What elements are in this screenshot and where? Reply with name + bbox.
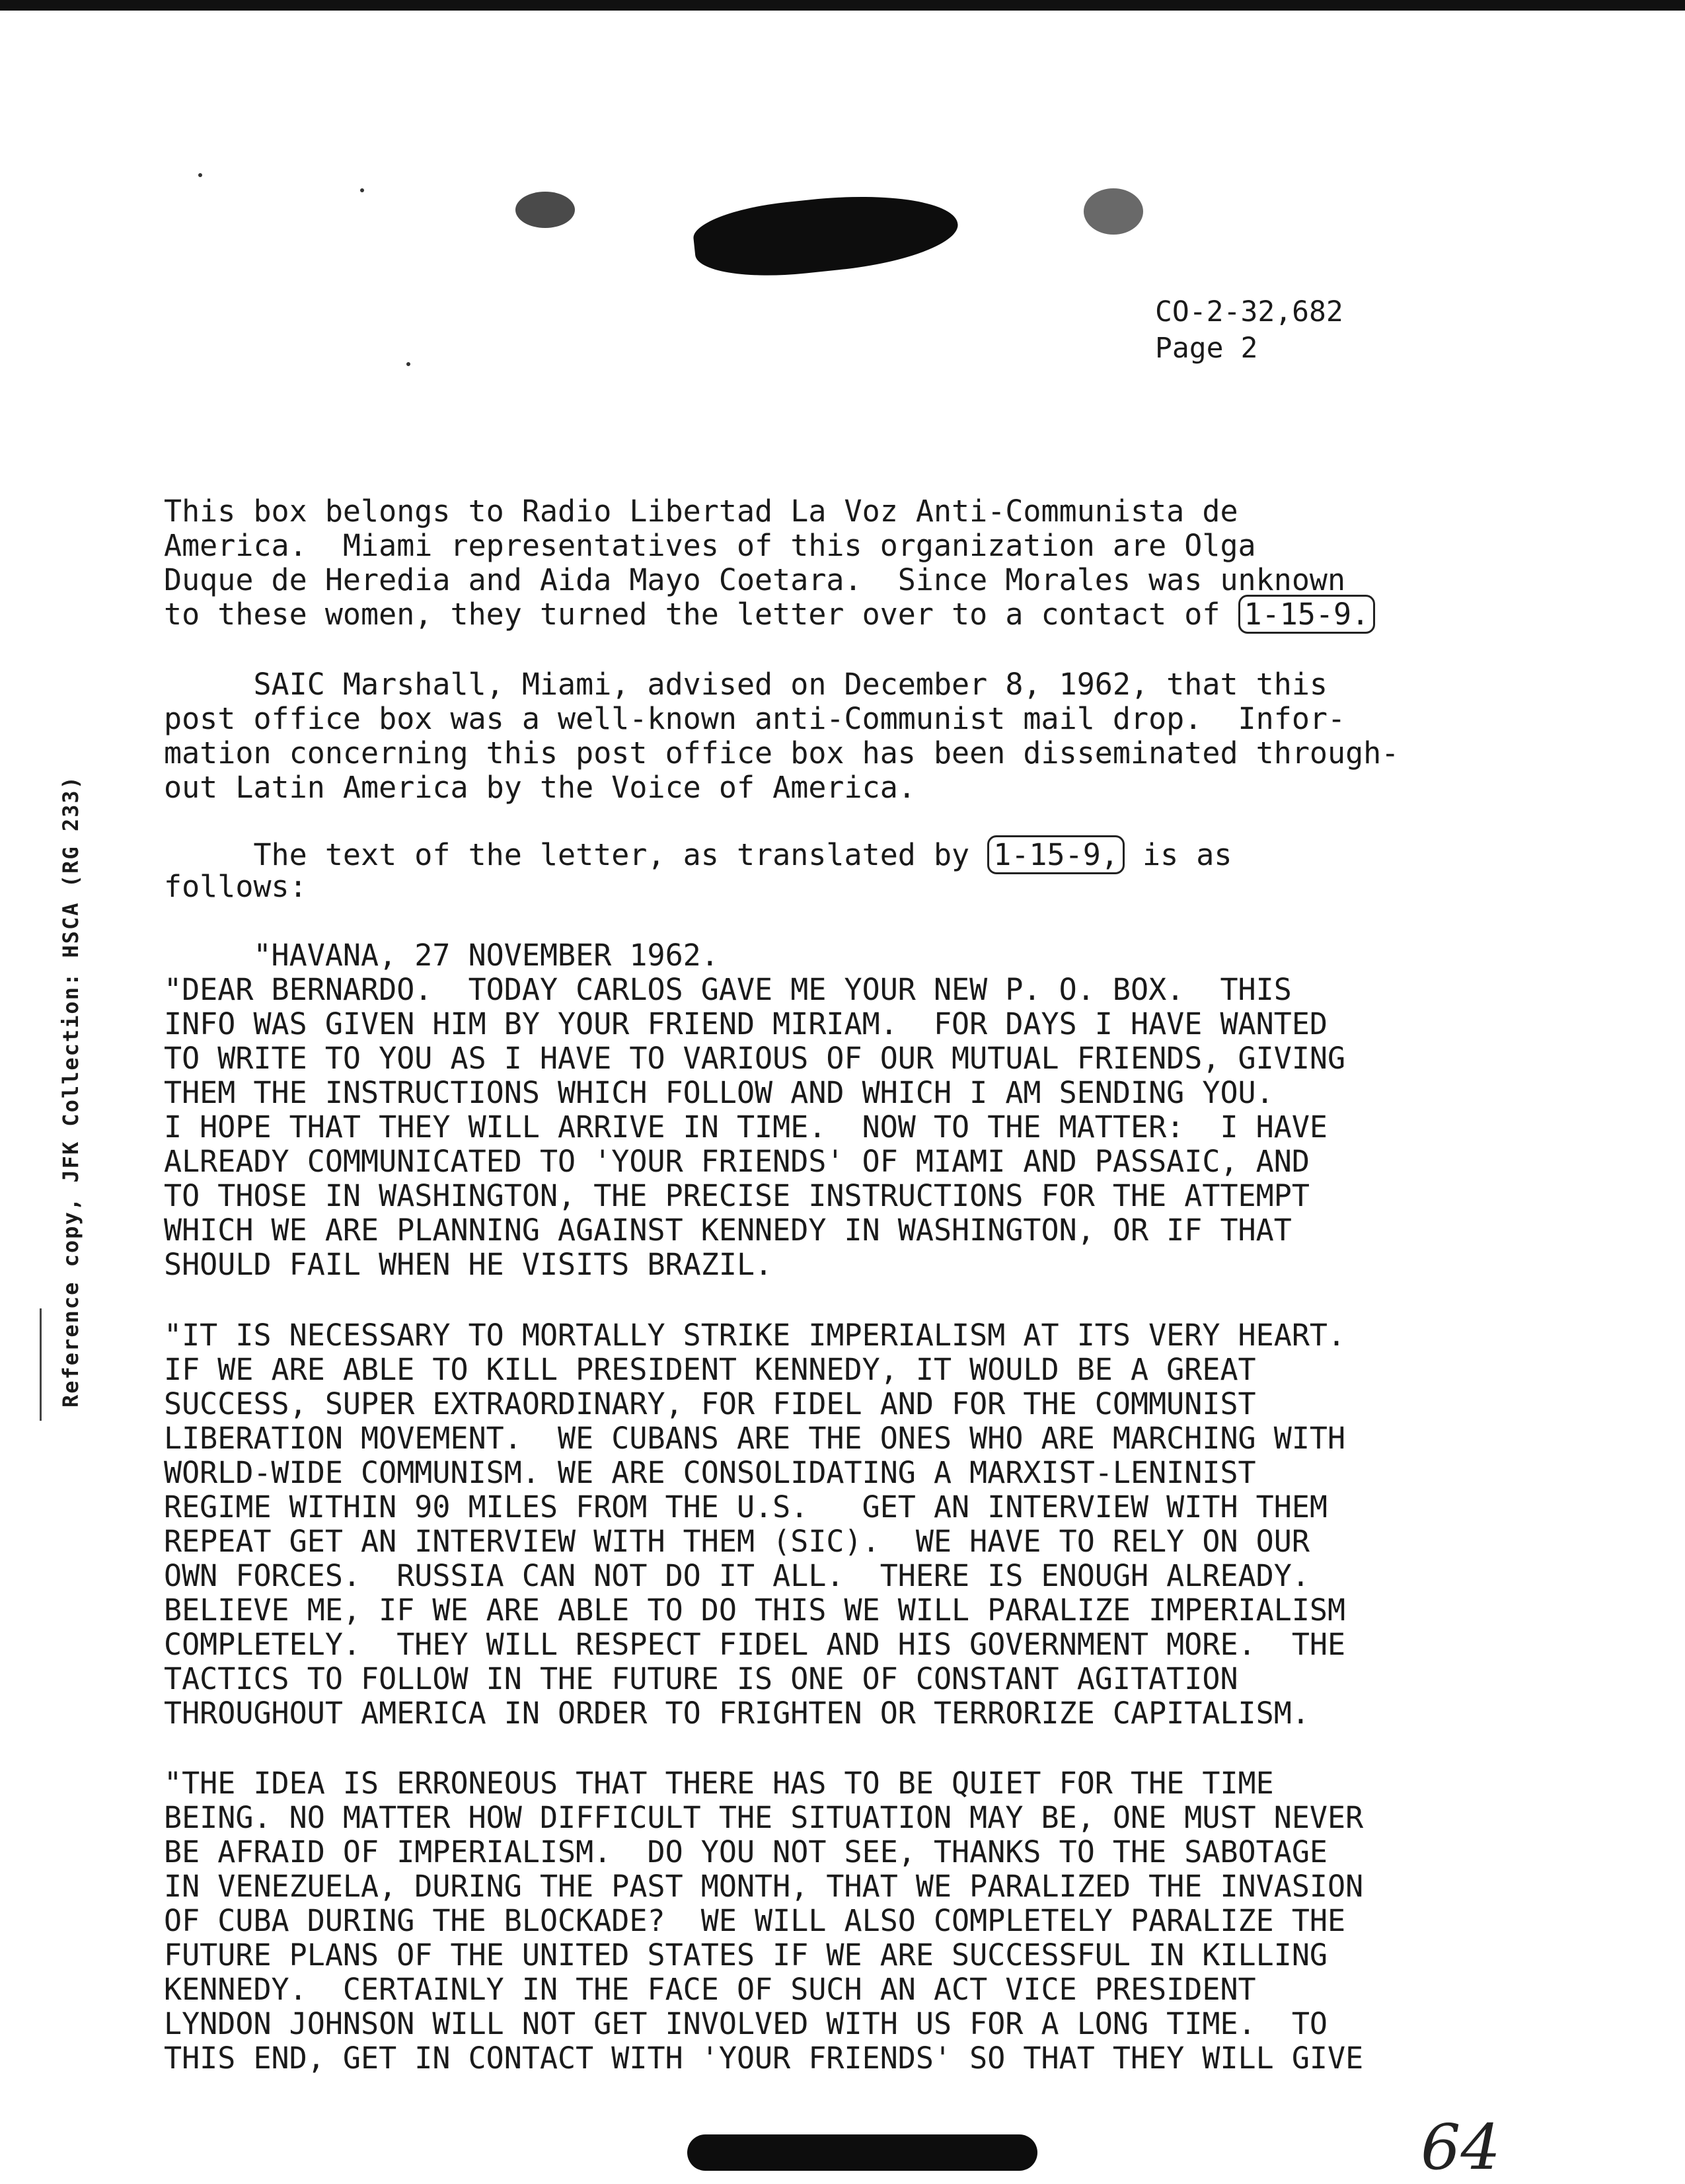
p2-line-4: out Latin America by the Voice of America. <box>164 770 916 805</box>
top-redaction <box>691 184 961 284</box>
letter2-line-4: LIBERATION MOVEMENT. WE CUBANS ARE THE ONES WHO ARE MARCHING WITH <box>164 1421 1346 1456</box>
file-number: CO-2-32,682 <box>1155 295 1343 328</box>
scan-speck <box>198 173 202 177</box>
p1-line-1: This box belongs to Radio Libertad La Voz Anti-Communista de <box>164 494 1238 529</box>
letter1-line-7: ALREADY COMMUNICATED TO 'YOUR FRIENDS' OF MIAMI AND PASSAIC, AND <box>164 1144 1310 1179</box>
letter1-line-2: "DEAR BERNARDO. TODAY CARLOS GAVE ME YOUR NEW P. O. BOX. THIS <box>164 972 1292 1007</box>
letter3-line-5: OF CUBA DURING THE BLOCKADE? WE WILL ALSO COMPLETELY PARALIZE THE <box>164 1903 1346 1938</box>
p1-line-3: Duque de Heredia and Aida Mayo Coetara. Since Morales was unknown <box>164 562 1346 597</box>
page-number: Page 2 <box>1155 332 1258 365</box>
p3-line-1 <box>164 838 1232 872</box>
letter2-line-10: COMPLETELY. THEY WILL RESPECT FIDEL AND HIS GOVERNMENT MORE. THE <box>164 1627 1346 1662</box>
p2-line-1: SAIC Marshall, Miami, advised on December 8, 1962, that this <box>164 667 1328 702</box>
letter2-line-8: OWN FORCES. RUSSIA CAN NOT DO IT ALL. THERE IS ENOUGH ALREADY. <box>164 1558 1310 1593</box>
letter3-line-6: FUTURE PLANS OF THE UNITED STATES IF WE ARE SUCCESSFUL IN KILLING <box>164 1938 1328 1973</box>
letter2-line-5: WORLD-WIDE COMMUNISM. WE ARE CONSOLIDATING A MARXIST-LENINIST <box>164 1455 1256 1490</box>
file-header <box>1155 294 1343 367</box>
p2-line-3: mation concerning this post office box has been disseminated through- <box>164 735 1400 771</box>
letter3-line-8: LYNDON JOHNSON WILL NOT GET INVOLVED WITH US FOR A LONG TIME. TO <box>164 2006 1328 2041</box>
letter3-line-1: "THE IDEA IS ERRONEOUS THAT THERE HAS TO BE QUIET FOR THE TIME <box>164 1766 1274 1801</box>
letter3-line-3: BE AFRAID OF IMPERIALISM. DO YOU NOT SEE, THANKS TO THE SABOTAGE <box>164 1834 1328 1869</box>
p1-line-4 <box>164 597 1375 632</box>
translator-code: 1-15-9, <box>987 835 1125 874</box>
letter2-line-12: THROUGHOUT AMERICA IN ORDER TO FRIGHTEN OR TERRORIZE CAPITALISM. <box>164 1696 1310 1731</box>
letter1-line-4: TO WRITE TO YOU AS I HAVE TO VARIOUS OF OUR MUTUAL FRIENDS, GIVING <box>164 1041 1346 1076</box>
letter2-line-1: "IT IS NECESSARY TO MORTALLY STRIKE IMPERIALISM AT ITS VERY HEART. <box>164 1318 1346 1353</box>
left-margin-rule <box>40 1308 42 1421</box>
letter1-line-6: I HOPE THAT THEY WILL ARRIVE IN TIME. NOW TO THE MATTER: I HAVE <box>164 1110 1328 1145</box>
contact-code: 1-15-9. <box>1238 595 1376 634</box>
p3-text-a: The text of the letter, as translated by <box>164 837 970 872</box>
letter3-line-2: BEING. NO MATTER HOW DIFFICULT THE SITUATION MAY BE, ONE MUST NEVER <box>164 1800 1364 1835</box>
reference-stamp: Reference copy, JFK Collection: HSCA (RG 233) <box>58 775 83 1408</box>
letter2-line-6: REGIME WITHIN 90 MILES FROM THE U.S. GET AN INTERVIEW WITH THEM <box>164 1489 1328 1525</box>
letter3-line-4: IN VENEZUELA, DURING THE PAST MONTH, THAT WE PARALIZED THE INVASION <box>164 1869 1364 1904</box>
letter1-line-5: THEM THE INSTRUCTIONS WHICH FOLLOW AND WHICH I AM SENDING YOU. <box>164 1075 1274 1110</box>
letter2-line-9: BELIEVE ME, IF WE ARE ABLE TO DO THIS WE WILL PARALIZE IMPERIALISM <box>164 1593 1346 1628</box>
ink-smudge-right <box>1084 188 1143 235</box>
p1-line-2: America. Miami representatives of this organization are Olga <box>164 528 1256 563</box>
letter1-line-8: TO THOSE IN WASHINGTON, THE PRECISE INSTRUCTIONS FOR THE ATTEMPT <box>164 1178 1310 1213</box>
letter1-line-1: "HAVANA, 27 NOVEMBER 1962. <box>164 938 719 973</box>
scan-speck <box>360 188 364 192</box>
p3-line-2: follows: <box>164 869 307 904</box>
letter1-line-3: INFO WAS GIVEN HIM BY YOUR FRIEND MIRIAM. FOR DAYS I HAVE WANTED <box>164 1006 1328 1041</box>
ink-smudge-left <box>515 192 575 228</box>
bottom-redaction <box>687 2134 1037 2171</box>
letter3-line-7: KENNEDY. CERTAINLY IN THE FACE OF SUCH AN ACT VICE PRESIDENT <box>164 1972 1256 2007</box>
letter3-line-9: THIS END, GET IN CONTACT WITH 'YOUR FRIENDS' SO THAT THEY WILL GIVE <box>164 2041 1364 2076</box>
letter2-line-7: REPEAT GET AN INTERVIEW WITH THEM (SIC). WE HAVE TO RELY ON OUR <box>164 1524 1310 1559</box>
letter2-line-2: IF WE ARE ABLE TO KILL PRESIDENT KENNEDY, IT WOULD BE A GREAT <box>164 1352 1256 1387</box>
scan-top-edge <box>0 0 1685 11</box>
letter2-line-11: TACTICS TO FOLLOW IN THE FUTURE IS ONE OF CONSTANT AGITATION <box>164 1661 1238 1696</box>
letter1-line-9: WHICH WE ARE PLANNING AGAINST KENNEDY IN WASHINGTON, OR IF THAT <box>164 1213 1292 1248</box>
p2-line-2: post office box was a well-known anti-Communist mail drop. Infor- <box>164 701 1346 736</box>
scan-speck <box>406 362 410 366</box>
handwritten-page-number: 64 <box>1421 2111 1501 2184</box>
letter1-line-10: SHOULD FAIL WHEN HE VISITS BRAZIL. <box>164 1247 773 1282</box>
p3-text-b: is as <box>1142 837 1232 872</box>
letter2-line-3: SUCCESS, SUPER EXTRAORDINARY, FOR FIDEL AND FOR THE COMMUNIST <box>164 1386 1256 1421</box>
p1-line-4-text: to these women, they turned the letter over to a contact of <box>164 597 1220 632</box>
